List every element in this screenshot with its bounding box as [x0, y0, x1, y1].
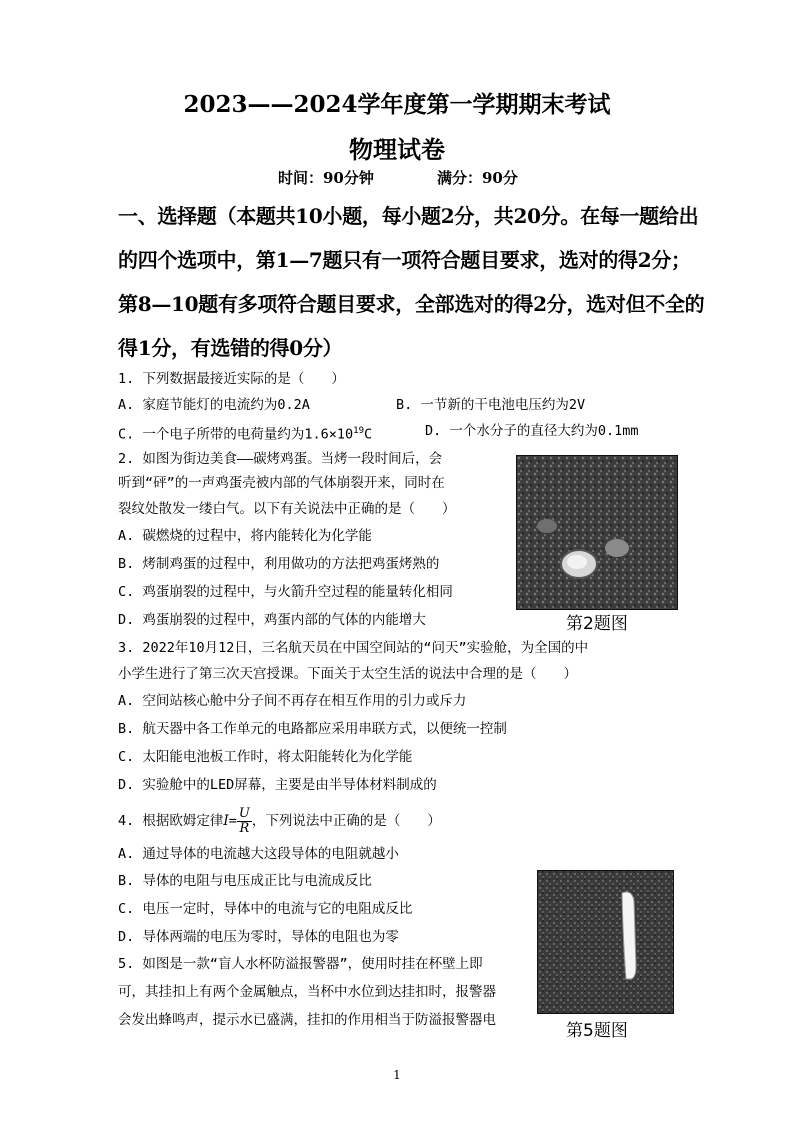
exam-subtitle: 物理试卷: [349, 135, 445, 164]
q3-line: 3. 2022年10月12日，三名航天员在中国空间站的“问天”实验舱，为全国的中: [118, 640, 589, 656]
exam-score: 满分：90分: [437, 169, 518, 187]
q1-option-c-unit: C: [364, 426, 373, 443]
exam-time: 时间：90分钟: [278, 169, 374, 187]
cup-alarm-photo: [537, 870, 674, 1014]
formula-denominator: R: [239, 820, 250, 836]
q1-option-b: B. 一节新的干电池电压约为2V: [396, 397, 586, 413]
q1-stem: 1. 下列数据最接近实际的是（ ）: [118, 371, 345, 387]
q4-option-b: B. 导体的电阻与电压成正比与电流成反比: [118, 873, 372, 889]
formula-current: I: [223, 813, 229, 829]
figure-2-caption: 第2题图: [566, 614, 628, 634]
q3-option-d: D. 实验舱中的LED屏幕，主要是由半导体材料制成的: [118, 777, 437, 793]
exam-title: 2023——2024学年度第一学期期末考试: [183, 91, 611, 118]
formula-equals: =: [228, 813, 237, 829]
q4-stem-prefix: 4. 根据欧姆定律: [118, 813, 224, 829]
ohms-law-fraction: [237, 807, 252, 836]
section-instruction-line: 得1分，有选错的得0分）: [118, 336, 343, 360]
q2-option-d: D. 鸡蛋崩裂的过程中，鸡蛋内部的气体的内能增大: [118, 612, 426, 628]
roasted-egg-photo: [516, 455, 678, 610]
formula-numerator: U: [238, 805, 250, 821]
q2-option-b: B. 烤制鸡蛋的过程中，利用做功的方法把鸡蛋烤熟的: [118, 556, 440, 572]
q2-option-a: A. 碳燃烧的过程中，将内能转化为化学能: [118, 528, 372, 544]
q4-option-d: D. 导体两端的电压为零时，导体的电阻也为零: [118, 929, 399, 945]
q2-option-c: C. 鸡蛋崩裂的过程中，与火箭升空过程的能量转化相同: [118, 584, 453, 600]
q1-option-c-text: C. 一个电子所带的电荷量约为1.6×10: [118, 426, 354, 443]
q1-option-d: D. 一个水分子的直径大约为0.1mm: [425, 423, 639, 439]
q4-stem-suffix: ，下列说法中正确的是（ ）: [251, 813, 441, 829]
q5-line: 可，其挂扣上有两个金属触点，当杯中水位到达挂扣时，报警器: [118, 984, 496, 1000]
page-number: 1: [393, 1068, 401, 1082]
q3-option-c: C. 太阳能电池板工作时，将太阳能转化为化学能: [118, 749, 413, 765]
cup-alarm-illustration: [538, 871, 673, 1013]
figure-5-caption: 第5题图: [566, 1021, 628, 1041]
q2-line: 2. 如图为街边美食——碳烤鸡蛋。当烤一段时间后，会: [118, 451, 443, 467]
q1-option-c: [118, 422, 372, 444]
q5-line: 5. 如图是一款“盲人水杯防溢报警器”，使用时挂在杯壁上即: [118, 956, 483, 972]
section-instruction-line: 一、选择题（本题共10小题，每小题2分，共20分。在每一题给出: [118, 204, 699, 228]
q2-line: 裂纹处散发一缕白气。以下有关说法中正确的是（ ）: [118, 501, 456, 517]
section-instruction-line: 的四个选项中，第1—7题只有一项符合题目要求，选对的得2分；: [118, 248, 691, 272]
q4-option-c: C. 电压一定时，导体中的电流与它的电阻成反比: [118, 901, 413, 917]
q1-option-a: A. 家庭节能灯的电流约为0.2A: [118, 397, 310, 413]
q4-option-a: A. 通过导体的电流越大这段导体的电阻就越小: [118, 846, 399, 862]
q4-stem: [118, 806, 441, 836]
q3-option-a: A. 空间站核心舱中分子间不再存在相互作用的引力或斥力: [118, 693, 467, 709]
q1-option-c-exponent: 19: [353, 426, 364, 436]
q3-line: 小学生进行了第三次天宫授课。下面关于太空生活的说法中合理的是（ ）: [118, 666, 577, 682]
q3-option-b: B. 航天器中各工作单元的电路都应采用串联方式，以便统一控制: [118, 721, 507, 737]
section-instruction-line: 第8—10题有多项符合题目要求，全部选对的得2分，选对但不全的: [118, 292, 705, 316]
roasted-egg-illustration: [517, 456, 677, 609]
q5-line: 会发出蜂鸣声，提示水已盛满，挂扣的作用相当于防溢报警器电: [118, 1012, 496, 1028]
q2-line: 听到“砰”的一声鸡蛋壳被内部的气体崩裂开来，同时在: [118, 475, 445, 491]
